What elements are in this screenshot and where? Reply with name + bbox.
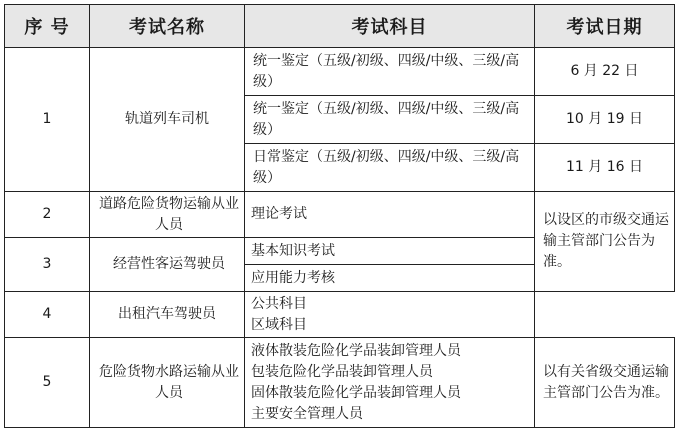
row-exam-name: 经营性客运驾驶员 xyxy=(90,238,245,292)
row-subject: 统一鉴定（五级/初级、四级/中级、三级/高级） xyxy=(245,48,535,96)
row-subject-list xyxy=(245,338,535,428)
row-exam-name: 轨道列车司机 xyxy=(90,48,245,192)
row-exam-name: 出租汽车驾驶员 xyxy=(90,292,245,338)
header-row xyxy=(5,5,675,48)
row-date-note-city: 以设区的市级交通运输主管部门公告为准。 xyxy=(535,192,675,292)
exam-schedule-table xyxy=(4,4,675,428)
header-no: 序 号 xyxy=(5,5,90,48)
row-date-note-province: 以有关省级交通运输主管部门公告为准。 xyxy=(535,338,675,428)
row-exam-name: 道路危险货物运输从业人员 xyxy=(90,192,245,238)
row-date: 11 月 16 日 xyxy=(535,144,675,192)
table-row xyxy=(5,338,675,428)
row-date: 10 月 19 日 xyxy=(535,96,675,144)
row-no: 5 xyxy=(5,338,90,428)
row-subject: 区域科目 xyxy=(251,316,307,333)
row-subject: 日常鉴定（五级/初级、四级/中级、三级/高级） xyxy=(245,144,535,192)
table-row xyxy=(5,292,675,338)
header-exam-subject: 考试科目 xyxy=(245,5,535,48)
header-exam-date: 考试日期 xyxy=(535,5,675,48)
row-no: 1 xyxy=(5,48,90,192)
header-exam-name: 考试名称 xyxy=(90,5,245,48)
row-subject: 液体散装危险化学品装卸管理人员 xyxy=(251,342,461,359)
row-subject: 理论考试 xyxy=(245,192,535,238)
row-exam-name: 危险货物水路运输从业人员 xyxy=(90,338,245,428)
row-no: 4 xyxy=(5,292,90,338)
row-subject: 主要安全管理人员 xyxy=(251,405,363,422)
row-subject: 固体散装危险化学品装卸管理人员 xyxy=(251,384,461,401)
row-subject: 应用能力考核 xyxy=(245,265,535,292)
row-subject-list xyxy=(245,292,535,338)
row-subject: 统一鉴定（五级/初级、四级/中级、三级/高级） xyxy=(245,96,535,144)
row-subject: 公共科目 xyxy=(251,295,307,312)
row-subject: 包装危险化学品装卸管理人员 xyxy=(251,363,433,380)
row-subject: 基本知识考试 xyxy=(245,238,535,265)
row-date: 6 月 22 日 xyxy=(535,48,675,96)
row-no: 2 xyxy=(5,192,90,238)
table-row xyxy=(5,192,675,238)
table-row xyxy=(5,48,675,96)
row-no: 3 xyxy=(5,238,90,292)
